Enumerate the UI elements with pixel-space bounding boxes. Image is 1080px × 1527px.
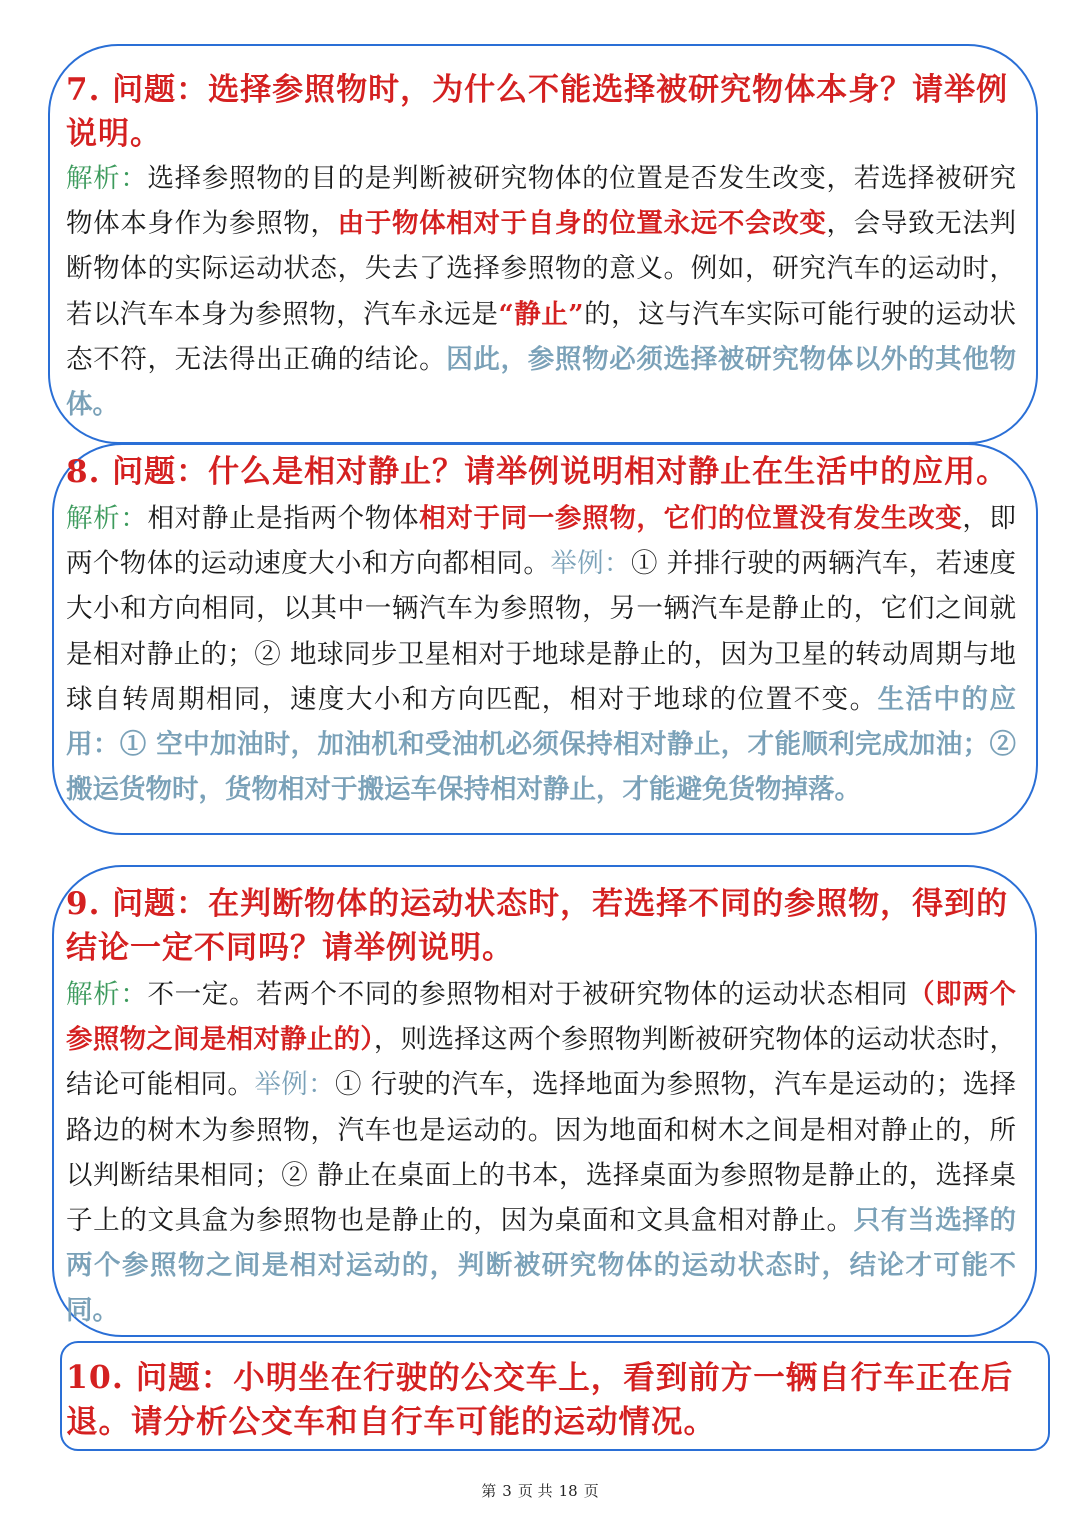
answer-highlight: 由于物体相对于自身的位置永远不会改变 xyxy=(337,208,827,240)
question-7-answer xyxy=(66,156,1016,427)
page-footer xyxy=(0,1480,1080,1501)
footer-suffix: 页 xyxy=(583,1482,599,1500)
answer-text: 的，这与汽车实际可能行驶的运动状态不符，无法得出正确的结论。 xyxy=(66,298,1017,375)
question-8-answer xyxy=(66,496,1016,812)
question-10-title: 10. 问题：小明坐在行驶的公交车上，看到前方一辆自行车正在后退。请分析公交车和自行车可能的运动情况。 xyxy=(66,1359,1014,1440)
answer-text: 相对静止是指两个物体 xyxy=(147,503,420,534)
answer-text: ，则选择这两个参照物判断被研究物体的运动状态时，结论可能相同。 xyxy=(66,1024,1017,1101)
answer-text: ，即两个物体的运动速度大小和方向都相同。 xyxy=(66,503,1017,580)
answer-text: 不一定。若两个不同的参照物相对于被研究物体的运动状态相同 xyxy=(147,979,909,1010)
answer-label: 解析： xyxy=(66,503,148,534)
question-8-title: 8. 问题：什么是相对静止？请举例说明相对静止在生活中的应用。 xyxy=(66,454,1009,490)
answer-summary: 只有当选择的两个参照物之间是相对运动的，判断被研究物体的运动状态时，结论才可能不同。 xyxy=(66,1205,1017,1327)
question-9-answer xyxy=(66,972,1016,1334)
answer-text: ① 并排行驶的两辆汽车，若速度大小和方向相同，以其中一辆汽车为参照物，另一辆汽车是静止的，它们之间就是相对静止的；② 地球同步卫星相对于地球是静止的，因为卫星的转动周期与地球自转周期相同，速度大小和方向匹配，相对于地球的位置不变。 xyxy=(66,548,1017,715)
question-9-title: 9. 问题：在判断物体的运动状态时，若选择不同的参照物，得到的结论一定不同吗？请举例说明。 xyxy=(66,886,1009,966)
answer-text: 选择参照物的目的是判断被研究物体的位置是否发生改变，若选择被研究物体本身作为参照物， xyxy=(66,163,1017,240)
footer-middle: 页 共 xyxy=(517,1482,553,1500)
answer-highlight: 相对于同一参照物，它们的位置没有发生改变 xyxy=(419,503,963,534)
example-label: 举例： xyxy=(254,1069,336,1101)
answer-highlight: （即两个参照物之间是相对静止的） xyxy=(66,979,1017,1056)
answer-summary: 生活中的应用：① 空中加油时，加油机和受油机必须保持相对静止，才能顺利完成加油；② 搬运货物时，货物相对于搬运车保持相对静止，才能避免货物掉落。 xyxy=(66,683,1017,806)
answer-text: ，会导致无法判断物体的实际运动状态，失去了选择参照物的意义。例如，研究汽车的运动时，若以汽车本身为参照物，汽车永远是 xyxy=(66,208,1017,330)
answer-highlight: “静止” xyxy=(498,298,584,330)
answer-label: 解析： xyxy=(66,979,148,1010)
page-number: 3 xyxy=(502,1482,512,1500)
answer-label: 解析： xyxy=(66,163,148,194)
page-total: 18 xyxy=(558,1482,578,1500)
answer-summary: 因此，参照物必须选择被研究物体以外的其他物体。 xyxy=(66,343,1017,421)
answer-text: ① 行驶的汽车，选择地面为参照物，汽车是运动的；选择路边的树木为参照物，汽车也是运动的。因为地面和树木之间是相对静止的，所以判断结果相同；② 静止在桌面上的书本，选择桌面为参照物是静止的，选择桌子上的文具盒为参照物也是静止的，因为桌面和文具盒相对静止。 xyxy=(66,1069,1016,1237)
example-label: 举例： xyxy=(550,548,631,580)
question-7-title: 7. 问题：选择参照物时，为什么不能选择被研究物体本身？请举例说明。 xyxy=(66,72,1009,152)
footer-prefix: 第 xyxy=(481,1482,497,1500)
